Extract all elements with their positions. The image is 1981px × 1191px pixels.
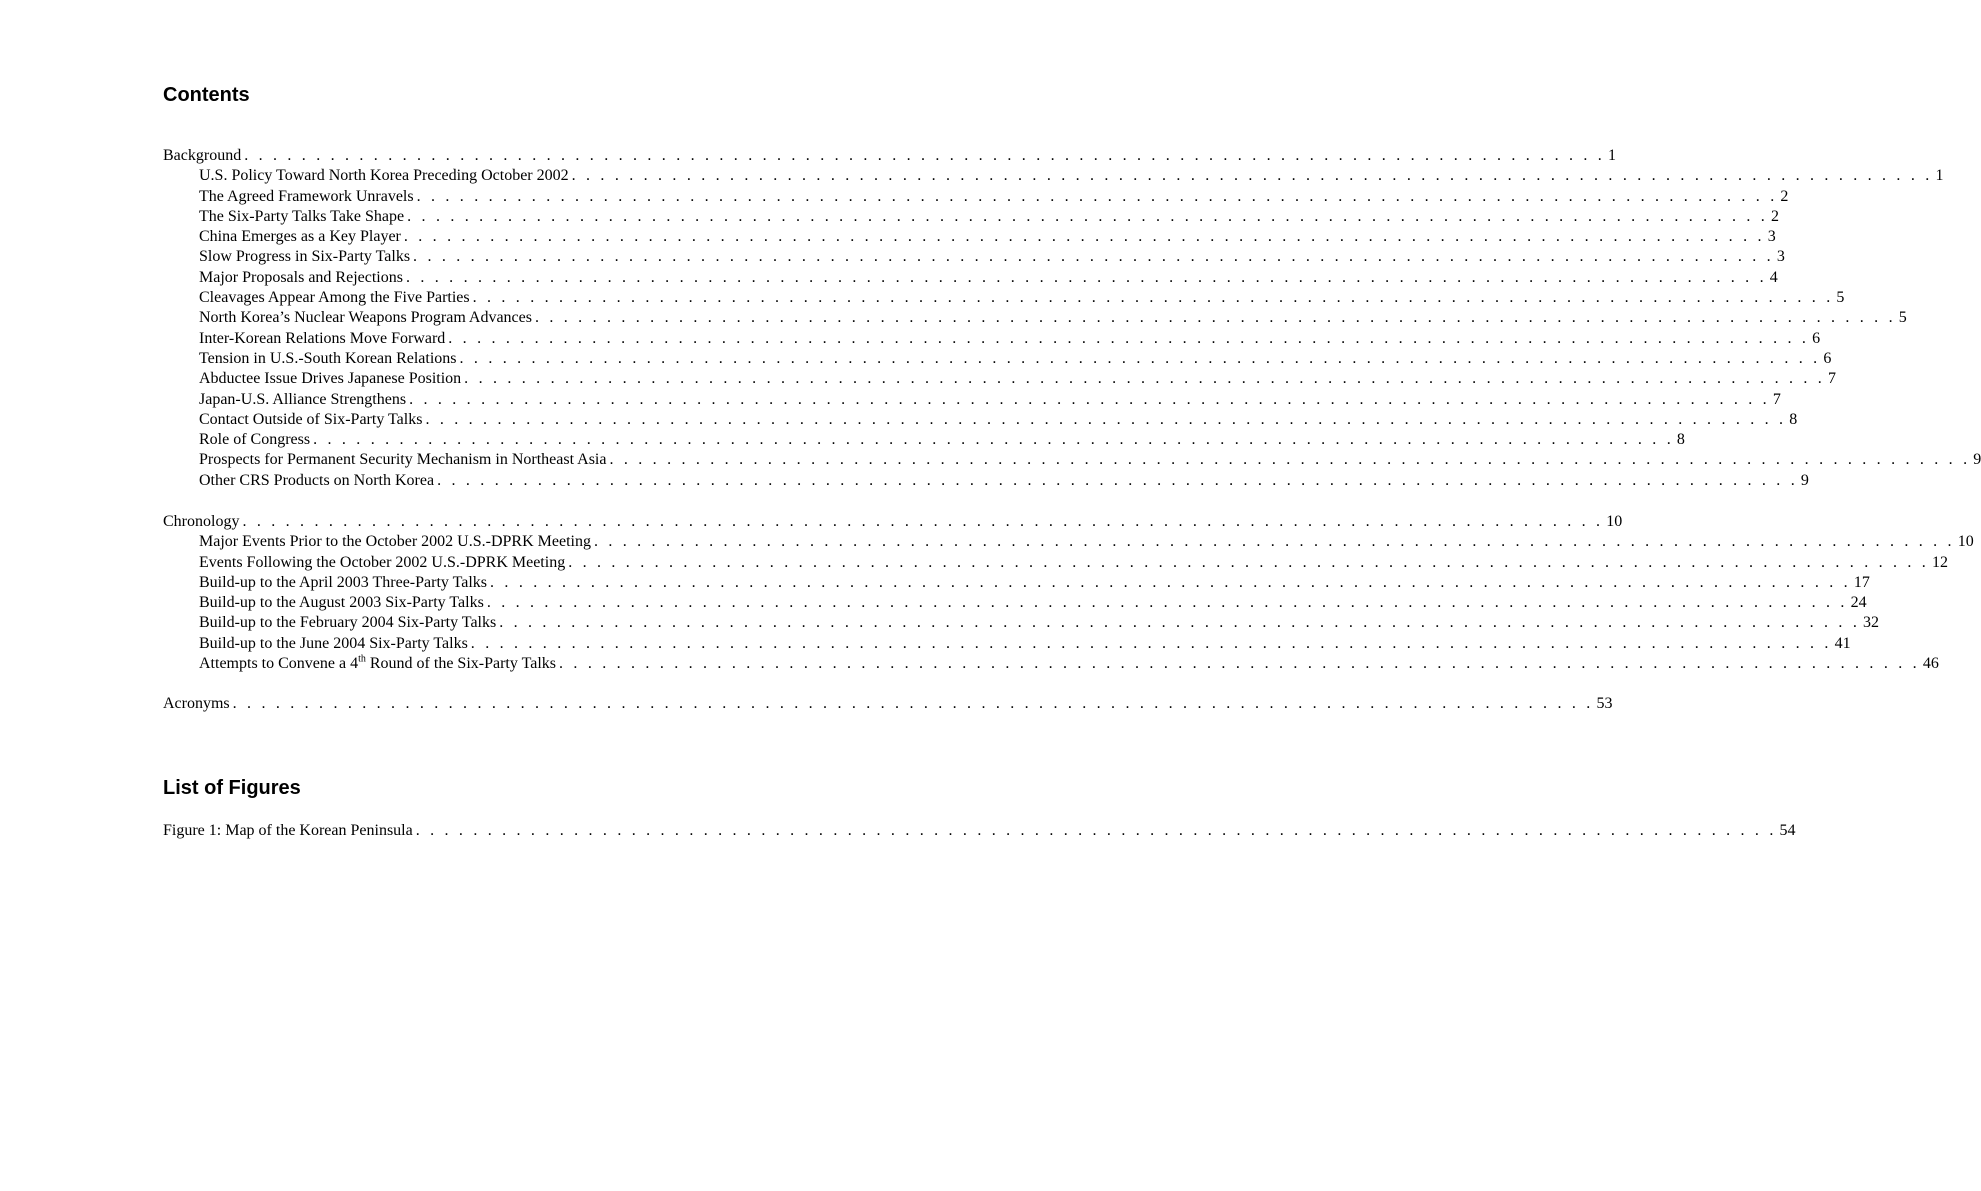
toc-entry-page: 17 <box>1853 573 1870 591</box>
toc-entry-title: The Agreed Framework Unravels <box>199 187 414 205</box>
dot-leader: . . . . . . . . . . . . . . . . . . . . . . . . . . . . . . . . . . . . . . . . . . . . . . . . . . . . . . . . . . . . . . . . . . . . . . . . . . . . . . . . . . . . . . . . . . . . . . . <box>609 451 1971 469</box>
toc-entry-title: Japan-U.S. Alliance Strengthens <box>199 390 407 408</box>
toc-entry-title: Prospects for Permanent Security Mechanism in Northeast Asia <box>199 451 607 469</box>
figure-entry-page: 54 <box>1779 822 1796 839</box>
figure-entry-title: Figure 1: Map of the Korean Peninsula <box>163 822 413 839</box>
toc-subentry[interactable] <box>163 227 1776 247</box>
toc-entry-title: Abductee Issue Drives Japanese Position <box>199 370 462 388</box>
title-text-pre: Attempts to Convene a 4 <box>199 655 359 673</box>
toc-entry-page: 32 <box>1863 614 1880 632</box>
toc-entry-page: 41 <box>1834 634 1851 652</box>
toc-entry-acronyms[interactable] <box>163 694 1613 714</box>
dot-leader: . . . . . . . . . . . . . . . . . . . . . . . . . . . . . . . . . . . . . . . . . . . . . . . . . . . . . . . . . . . . . . . . . . . . . . . . . . . . . . . . . . . . . . . . . . . . . . . <box>232 695 1594 712</box>
toc-subentry[interactable] <box>163 613 1880 633</box>
toc-entry-page: 6 <box>1812 329 1821 347</box>
dot-leader: . . . . . . . . . . . . . . . . . . . . . . . . . . . . . . . . . . . . . . . . . . . . . . . . . . . . . . . . . . . . . . . . . . . . . . . . . . . . . . . . . . . . . . . . . . . . . . . <box>405 268 1767 286</box>
toc-entry-title: Build-up to the February 2004 Six-Party Talks <box>199 614 497 632</box>
toc-entry-title: Contact Outside of Six-Party Talks <box>199 410 423 428</box>
toc-subentry[interactable] <box>163 532 1974 552</box>
toc-entry-page: 5 <box>1898 309 1907 327</box>
toc-subentry[interactable] <box>163 369 1836 389</box>
toc-subentry[interactable] <box>163 247 1785 267</box>
toc-entry-page: 5 <box>1836 289 1845 307</box>
toc-subentry[interactable] <box>163 471 1809 491</box>
toc-entry-title: Major Proposals and Rejections <box>199 268 403 286</box>
dot-leader: . . . . . . . . . . . . . . . . . . . . . . . . . . . . . . . . . . . . . . . . . . . . . . . . . . . . . . . . . . . . . . . . . . . . . . . . . . . . . . . . . . . . . . . . . . . . . . . <box>313 431 1674 449</box>
toc-entry-background[interactable] <box>163 146 1617 166</box>
toc-subentry[interactable] <box>163 166 1944 186</box>
toc-entry-page: 9 <box>1800 471 1809 489</box>
toc-subentry[interactable] <box>163 390 1781 410</box>
toc-subentry[interactable] <box>163 653 1939 674</box>
toc-entry-title: Background <box>163 147 242 164</box>
toc-entry-page: 4 <box>1769 268 1778 286</box>
toc-subentry[interactable] <box>163 430 1685 450</box>
toc-entry-title: China Emerges as a Key Player <box>199 228 401 246</box>
toc-subentry[interactable] <box>163 308 1907 328</box>
dot-leader: . . . . . . . . . . . . . . . . . . . . . . . . . . . . . . . . . . . . . . . . . . . . . . . . . . . . . . . . . . . . . . . . . . . . . . . . . . . . . . . . . . . . . . . . . . . . . . . <box>425 410 1787 428</box>
dot-leader: . . . . . . . . . . . . . . . . . . . . . . . . . . . . . . . . . . . . . . . . . . . . . . . . . . . . . . . . . . . . . . . . . . . . . . . . . . . . . . . . . . . . . . . . . . . . . . . <box>415 822 1777 839</box>
dot-leader: . . . . . . . . . . . . . . . . . . . . . . . . . . . . . . . . . . . . . . . . . . . . . . . . . . . . . . . . . . . . . . . . . . . . . . . . . . . . . . . . . . . . . . . . . . . . . . . <box>470 634 1832 652</box>
toc-entry-page: 24 <box>1850 594 1867 612</box>
dot-leader: . . . . . . . . . . . . . . . . . . . . . . . . . . . . . . . . . . . . . . . . . . . . . . . . . . . . . . . . . . . . . . . . . . . . . . . . . . . . . . . . . . . . . . . . . . . . . . . <box>403 228 1765 246</box>
list-of-figures-heading: List of Figures <box>163 777 301 799</box>
toc-subentry[interactable] <box>163 553 1949 573</box>
toc-entry-title: Slow Progress in Six-Party Talks <box>199 248 411 266</box>
figure-entry[interactable] <box>163 821 1796 841</box>
contents-heading: Contents <box>163 84 250 106</box>
toc-entry-title: Build-up to the June 2004 Six-Party Talks <box>199 634 468 652</box>
toc-entry-title: The Six-Party Talks Take Shape <box>199 207 405 225</box>
dot-leader: . . . . . . . . . . . . . . . . . . . . . . . . . . . . . . . . . . . . . . . . . . . . . . . . . . . . . . . . . . . . . . . . . . . . . . . . . . . . . . . . . . . . . . . . . . . . . . . <box>448 329 1810 347</box>
toc-entry-chronology[interactable] <box>163 512 1623 532</box>
toc-entry-title: Inter-Korean Relations Move Forward <box>199 329 446 347</box>
toc-subentry[interactable] <box>163 410 1798 430</box>
toc-entry-page: 1 <box>1608 147 1617 164</box>
dot-leader: . . . . . . . . . . . . . . . . . . . . . . . . . . . . . . . . . . . . . . . . . . . . . . . . . . . . . . . . . . . . . . . . . . . . . . . . . . . . . . . . . . . . . . . . . . . . . . . <box>534 309 1896 327</box>
toc-entry-page: 10 <box>1606 513 1623 530</box>
ordinal-suffix: th <box>358 653 366 665</box>
dot-leader: . . . . . . . . . . . . . . . . . . . . . . . . . . . . . . . . . . . . . . . . . . . . . . . . . . . . . . . . . . . . . . . . . . . . . . . . . . . . . . . . . . . . . . . . . . . . . . . <box>409 390 1770 408</box>
toc-section-acronyms <box>163 694 1613 714</box>
dot-leader: . . . . . . . . . . . . . . . . . . . . . . . . . . . . . . . . . . . . . . . . . . . . . . . . . . . . . . . . . . . . . . . . . . . . . . . . . . . . . . . . . . . . . . . . . . . . . . . <box>244 147 1606 164</box>
toc-entry-title: Build-up to the April 2003 Three-Party Talks <box>199 573 488 591</box>
toc-entry-title: Acronyms <box>163 695 230 712</box>
toc-entry-page: 6 <box>1823 349 1832 367</box>
toc-entry-page: 2 <box>1770 207 1779 225</box>
dot-leader: . . . . . . . . . . . . . . . . . . . . . . . . . . . . . . . . . . . . . . . . . . . . . . . . . . . . . . . . . . . . . . . . . . . . . . . . . . . . . . . . . . . . . . . . . . . . . . . <box>499 614 1861 632</box>
toc-entry-page: 3 <box>1776 248 1785 266</box>
dot-leader: . . . . . . . . . . . . . . . . . . . . . . . . . . . . . . . . . . . . . . . . . . . . . . . . . . . . . . . . . . . . . . . . . . . . . . . . . . . . . . . . . . . . . . . . . . . . . . . <box>437 471 1798 489</box>
toc-entry-page: 9 <box>1973 451 1981 469</box>
toc-entry-page: 7 <box>1772 390 1781 408</box>
toc-entry-title: Cleavages Appear Among the Five Parties <box>199 289 470 307</box>
dot-leader: . . . . . . . . . . . . . . . . . . . . . . . . . . . . . . . . . . . . . . . . . . . . . . . . . . . . . . . . . . . . . . . . . . . . . . . . . . . . . . . . . . . . . . . . . . . . . . . <box>459 349 1821 367</box>
toc-subentry[interactable] <box>163 187 1789 207</box>
dot-leader: . . . . . . . . . . . . . . . . . . . . . . . . . . . . . . . . . . . . . . . . . . . . . . . . . . . . . . . . . . . . . . . . . . . . . . . . . . . . . . . . . . . . . . . . . . . . . . . <box>593 533 1955 551</box>
toc-section-chronology <box>163 512 1974 674</box>
dot-leader: . . . . . . . . . . . . . . . . . . . . . . . . . . . . . . . . . . . . . . . . . . . . . . . . . . . . . . . . . . . . . . . . . . . . . . . . . . . . . . . . . . . . . . . . . . . . . . . <box>568 553 1930 571</box>
dot-leader: . . . . . . . . . . . . . . . . . . . . . . . . . . . . . . . . . . . . . . . . . . . . . . . . . . . . . . . . . . . . . . . . . . . . . . . . . . . . . . . . . . . . . . . . . . . . . . . <box>407 207 1768 225</box>
dot-leader: . . . . . . . . . . . . . . . . . . . . . . . . . . . . . . . . . . . . . . . . . . . . . . . . . . . . . . . . . . . . . . . . . . . . . . . . . . . . . . . . . . . . . . . . . . . . . . . <box>416 187 1778 205</box>
toc-subentry[interactable] <box>163 634 1851 654</box>
toc-entry-title: Chronology <box>163 513 240 530</box>
toc-entry-page: 7 <box>1827 370 1836 388</box>
figures-list <box>163 821 1796 841</box>
toc-entry-title: North Korea’s Nuclear Weapons Program Advances <box>199 309 532 327</box>
toc-section-background <box>163 146 1981 491</box>
dot-leader: . . . . . . . . . . . . . . . . . . . . . . . . . . . . . . . . . . . . . . . . . . . . . . . . . . . . . . . . . . . . . . . . . . . . . . . . . . . . . . . . . . . . . . . . . . . . . . . <box>490 573 1851 591</box>
dot-leader: . . . . . . . . . . . . . . . . . . . . . . . . . . . . . . . . . . . . . . . . . . . . . . . . . . . . . . . . . . . . . . . . . . . . . . . . . . . . . . . . . . . . . . . . . . . . . . . <box>464 370 1825 388</box>
toc-entry-page: 8 <box>1789 410 1798 428</box>
toc-entry-page: 12 <box>1932 553 1949 571</box>
toc-subentry[interactable] <box>163 207 1779 227</box>
toc-subentry[interactable] <box>163 288 1845 308</box>
dot-leader: . . . . . . . . . . . . . . . . . . . . . . . . . . . . . . . . . . . . . . . . . . . . . . . . . . . . . . . . . . . . . . . . . . . . . . . . . . . . . . . . . . . . . . . . . . . . . . . <box>242 513 1604 530</box>
toc-entry-title <box>199 654 556 674</box>
toc-subentry[interactable] <box>163 573 1870 593</box>
toc-entry-title: Events Following the October 2002 U.S.-DPRK Meeting <box>199 553 566 571</box>
toc-entry-title: Tension in U.S.-South Korean Relations <box>199 349 457 367</box>
toc-entry-title: U.S. Policy Toward North Korea Preceding October 2002 <box>199 167 569 185</box>
toc-entry-page: 8 <box>1676 431 1685 449</box>
dot-leader: . . . . . . . . . . . . . . . . . . . . . . . . . . . . . . . . . . . . . . . . . . . . . . . . . . . . . . . . . . . . . . . . . . . . . . . . . . . . . . . . . . . . . . . . . . . . . . . <box>486 594 1848 612</box>
dot-leader: . . . . . . . . . . . . . . . . . . . . . . . . . . . . . . . . . . . . . . . . . . . . . . . . . . . . . . . . . . . . . . . . . . . . . . . . . . . . . . . . . . . . . . . . . . . . . . . <box>472 289 1834 307</box>
toc-subentry[interactable] <box>163 329 1821 349</box>
toc-entry-title: Build-up to the August 2003 Six-Party Talks <box>199 594 484 612</box>
toc-entry-page: 1 <box>1935 167 1944 185</box>
toc-entry-title: Other CRS Products on North Korea <box>199 471 435 489</box>
toc-entry-title: Role of Congress <box>199 431 311 449</box>
dot-leader: . . . . . . . . . . . . . . . . . . . . . . . . . . . . . . . . . . . . . . . . . . . . . . . . . . . . . . . . . . . . . . . . . . . . . . . . . . . . . . . . . . . . . . . . . . . . . . . <box>559 655 1920 673</box>
toc-entry-title: Major Events Prior to the October 2002 U.S.-DPRK Meeting <box>199 533 591 551</box>
toc-entry-page: 46 <box>1922 655 1939 673</box>
dot-leader: . . . . . . . . . . . . . . . . . . . . . . . . . . . . . . . . . . . . . . . . . . . . . . . . . . . . . . . . . . . . . . . . . . . . . . . . . . . . . . . . . . . . . . . . . . . . . . . <box>571 167 1933 185</box>
toc-entry-page: 53 <box>1596 695 1613 712</box>
toc-subentry[interactable] <box>163 349 1832 369</box>
toc-entry-page: 2 <box>1780 187 1789 205</box>
toc-subentry[interactable] <box>163 450 1981 470</box>
toc-subentry[interactable] <box>163 268 1778 288</box>
dot-leader: . . . . . . . . . . . . . . . . . . . . . . . . . . . . . . . . . . . . . . . . . . . . . . . . . . . . . . . . . . . . . . . . . . . . . . . . . . . . . . . . . . . . . . . . . . . . . . . <box>413 248 1774 266</box>
toc-entry-page: 10 <box>1957 533 1974 551</box>
toc-entry-page: 3 <box>1767 228 1776 246</box>
toc-subentry[interactable] <box>163 593 1867 613</box>
title-text-post: Round of the Six-Party Talks <box>365 655 557 673</box>
